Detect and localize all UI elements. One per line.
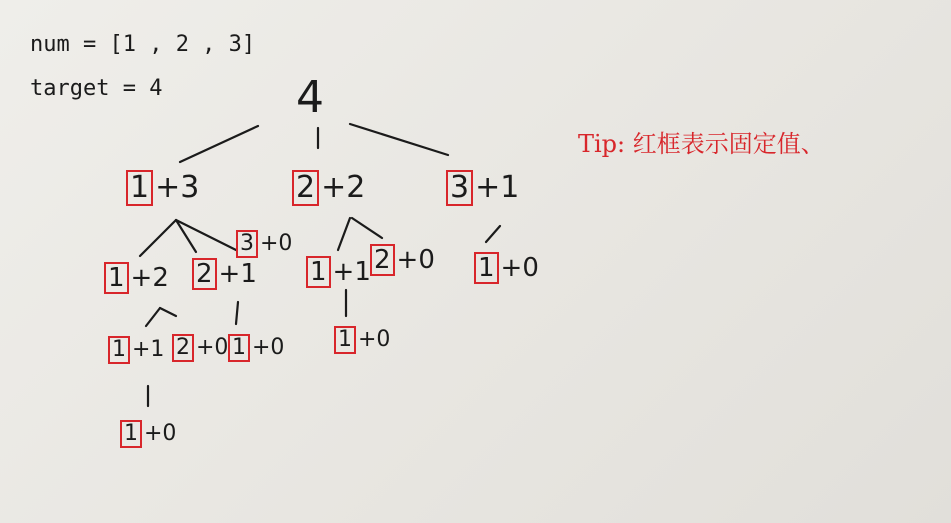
remaining-value: +0 <box>144 421 177 446</box>
fixed-value: 1 <box>108 336 130 364</box>
fixed-value: 3 <box>446 170 473 206</box>
fixed-value: 1 <box>228 334 250 362</box>
tree-node <box>474 252 539 284</box>
fixed-value: 3 <box>236 230 258 258</box>
tree-node <box>292 170 365 206</box>
remaining-value: +1 <box>132 337 165 362</box>
target-label: target = 4 <box>30 76 163 101</box>
tree-node <box>126 170 199 206</box>
remaining-value: +1 <box>218 259 257 289</box>
edge-root-n1 <box>180 126 258 162</box>
edge-n2-n21 <box>338 218 350 250</box>
remaining-value: +0 <box>396 245 435 275</box>
tree-node <box>370 244 435 276</box>
remaining-value: +0 <box>252 335 285 360</box>
nums-label: num = [1 , 2 , 3] <box>30 32 256 57</box>
tree-node <box>236 230 292 258</box>
edge-n1-n11 <box>140 220 176 256</box>
remaining-value: +2 <box>130 263 169 293</box>
remaining-value: +3 <box>155 170 200 205</box>
edge-n11-n111 <box>146 308 160 326</box>
remaining-value: +0 <box>196 335 229 360</box>
tree-node <box>334 326 390 354</box>
edge-n11-n112 <box>160 308 176 316</box>
edge-root-n3 <box>350 124 448 155</box>
fixed-value: 1 <box>334 326 356 354</box>
remaining-value: +0 <box>500 253 539 283</box>
fixed-value: 1 <box>120 420 142 448</box>
tree-node <box>108 336 164 364</box>
edge-n2-n22 <box>352 218 382 238</box>
remaining-value: +0 <box>260 231 293 256</box>
fixed-value: 1 <box>126 170 153 206</box>
tree-node <box>120 420 176 448</box>
fixed-value: 1 <box>474 252 499 284</box>
remaining-value: +1 <box>332 257 371 287</box>
fixed-value: 1 <box>306 256 331 288</box>
fixed-value: 2 <box>172 334 194 362</box>
tree-root: 4 <box>296 72 324 123</box>
tree-node <box>446 170 519 206</box>
fixed-value: 2 <box>370 244 395 276</box>
tip-note: Tip: 红框表示固定值、 <box>578 130 825 158</box>
tree-node <box>172 334 228 362</box>
tree-node <box>192 258 257 290</box>
tree-node <box>306 256 371 288</box>
fixed-value: 2 <box>292 170 319 206</box>
edge-n3-n31 <box>486 226 500 242</box>
tree-node <box>104 262 169 294</box>
edge-n12-n121 <box>236 302 238 324</box>
tree-node <box>228 334 284 362</box>
remaining-value: +2 <box>321 170 366 205</box>
fixed-value: 1 <box>104 262 129 294</box>
fixed-value: 2 <box>192 258 217 290</box>
remaining-value: +1 <box>475 170 520 205</box>
remaining-value: +0 <box>358 327 391 352</box>
